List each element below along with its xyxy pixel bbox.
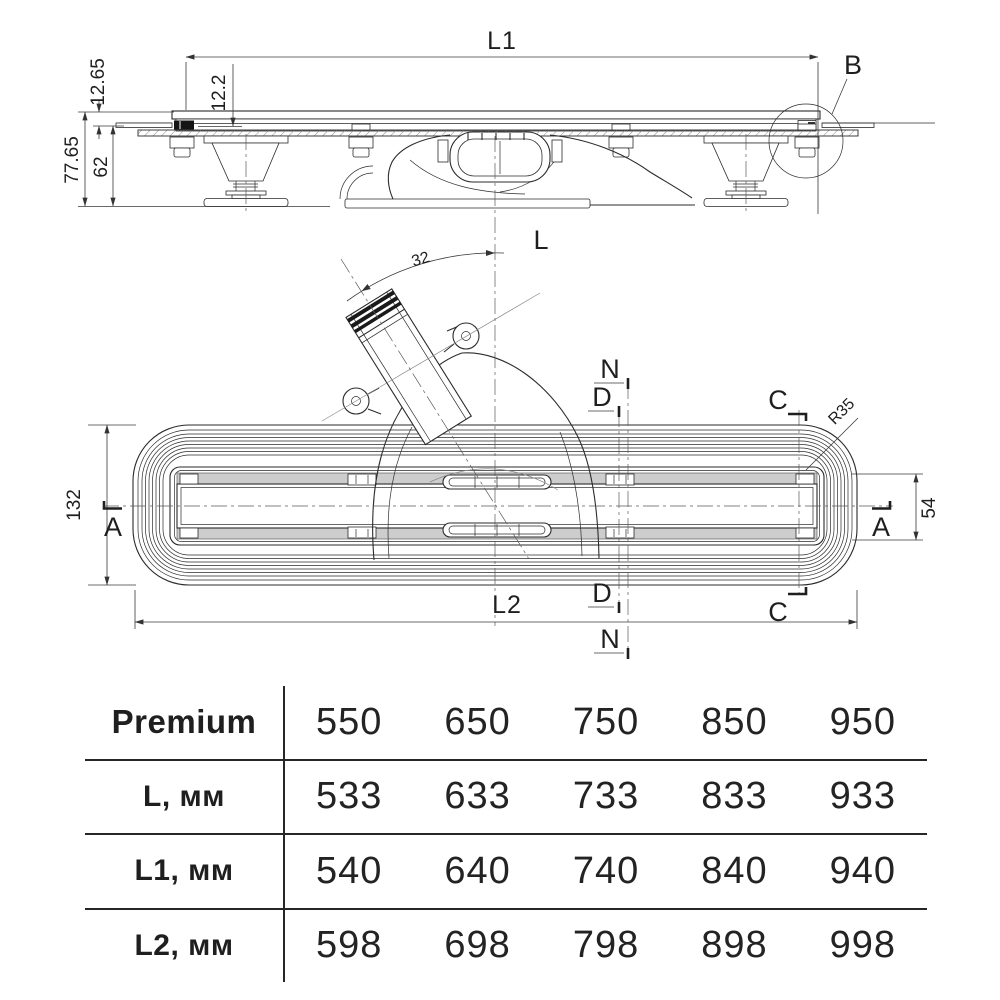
table-cell: 833 [701, 775, 768, 818]
table-cell: 940 [829, 849, 897, 892]
seal-clamp [174, 121, 194, 130]
row-label-premium: Premium [85, 686, 285, 759]
table-cell: 550 [316, 700, 383, 743]
table-cell: 840 [701, 849, 768, 892]
table-cell: 998 [829, 924, 897, 967]
table-cell: 633 [444, 775, 511, 818]
table-cell: 898 [701, 924, 768, 967]
table-cell: 733 [572, 775, 640, 818]
channel-body-side [176, 119, 816, 131]
section-d-top: D [592, 382, 612, 412]
adjustable-foot-right [704, 134, 788, 212]
table-cell: 598 [316, 924, 383, 967]
table-cell: 950 [829, 700, 897, 743]
section-n-top: N [600, 354, 620, 384]
dim-54-label: 54 [919, 497, 940, 519]
table-row [85, 910, 927, 983]
left-flange-wing [116, 123, 172, 128]
table-cell: 798 [572, 924, 640, 967]
plan-view-dimensions [64, 136, 940, 659]
outlet-cover-top [443, 475, 551, 489]
table-cell: 740 [572, 849, 640, 892]
size-table [85, 686, 927, 982]
table-row [85, 686, 927, 761]
dim-132-label: 132 [64, 489, 85, 521]
section-d-bottom: D [592, 578, 612, 608]
table-cell: 698 [444, 924, 511, 967]
adjustable-foot-left [204, 134, 288, 212]
mounting-tab-lower [343, 388, 381, 414]
dim-l2-label: L2 [492, 591, 522, 619]
outlet-pipe [346, 289, 471, 445]
detail-b-label: B [843, 50, 863, 80]
r35-label: R35 [825, 395, 859, 429]
drain-trap-side [340, 132, 695, 208]
section-a-right: A [871, 512, 891, 542]
dim-12-2-label: 12.2 [209, 74, 230, 112]
table-cell: 850 [701, 700, 768, 743]
table-row [85, 835, 927, 910]
row-label-l2: L2, мм [85, 910, 285, 983]
outlet-cover-bottom [443, 523, 551, 537]
table-cell: 650 [444, 700, 511, 743]
dim-77-65-label: 77.65 [62, 136, 83, 184]
table-cell: 640 [444, 849, 511, 892]
table-cell: 540 [316, 849, 383, 892]
row-label-l: L, мм [85, 761, 285, 834]
right-flange-wing [822, 123, 874, 128]
mounting-tab-upper [444, 323, 479, 352]
dim-l1-label: L1 [487, 27, 517, 55]
dim-12-65-label: 12.65 [88, 58, 109, 106]
table-cell: 533 [316, 775, 383, 818]
section-a-left: A [103, 512, 123, 542]
angle-32-label: 32 [409, 248, 432, 271]
dim-62-label: 62 [91, 156, 112, 178]
section-c-top: C [768, 385, 788, 415]
table-cell: 933 [829, 775, 897, 818]
section-n-bottom: N [600, 624, 620, 654]
row-label-l1: L1, мм [85, 835, 285, 908]
dim-l-label: L [533, 225, 549, 255]
table-cell: 750 [572, 700, 640, 743]
table-row [85, 761, 927, 836]
grate-bar [172, 111, 820, 119]
section-c-bottom: C [768, 597, 788, 627]
detail-b-leader [832, 79, 847, 114]
